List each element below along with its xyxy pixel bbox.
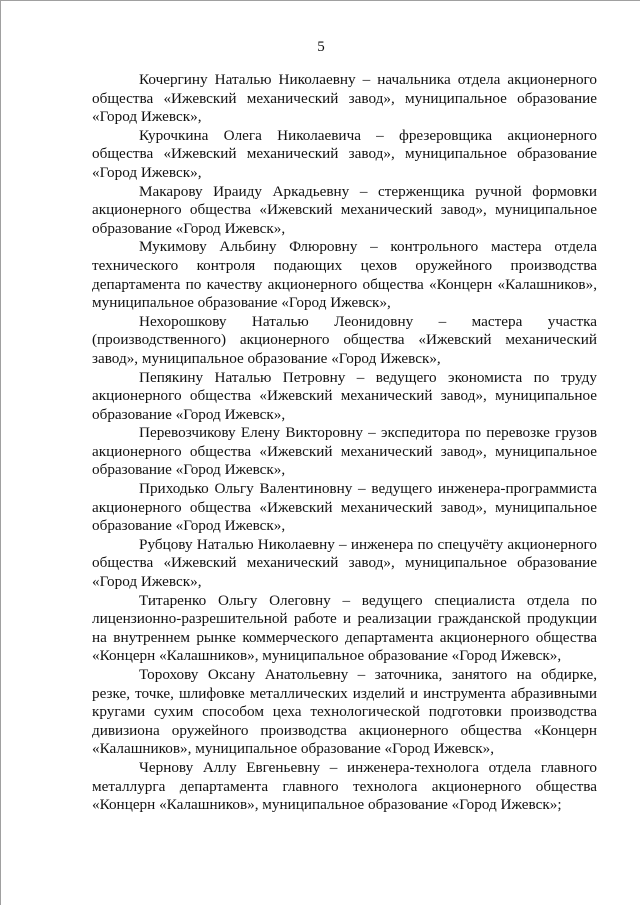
paragraph-chernova: Чернову Аллу Евгеньевну – инженера-технолога отдела главного металлурга департамента главного технолога акционерного общества «Концерн «Калашников», муниципальное образование «Город Ижевск»; bbox=[92, 758, 597, 814]
paragraph-kochergina: Кочергину Наталью Николаевну – начальника отдела акционерного общества «Ижевский механический завод», муниципальное образование «Город Ижевск», bbox=[92, 71, 597, 126]
paragraph-mukimova: Мукимову Альбину Флюровну – контрольного мастера отдела технического контроля подающих цехов оружейного производства департамента по качеству акционерного общества «Концерн «Калашников», муниципальное образование «Город Ижевск», bbox=[92, 238, 597, 312]
document-body bbox=[92, 71, 597, 815]
page-number: 5 bbox=[317, 39, 325, 55]
paragraph-kurochkin: Курочкина Олега Николаевича – фрезеровщика акционерного общества «Ижевский механический завод», муниципальное образование «Город Ижевск», bbox=[92, 126, 597, 181]
paragraph-titarenko: Титаренко Ольгу Олеговну – ведущего специалиста отдела по лицензионно-разрешительной работе и реализации гражданской продукции на внутреннем рынке коммерческого департамента акционерного общества «Концерн «Калашников», муниципальное образование «Город Ижевск», bbox=[92, 591, 597, 665]
paragraph-perevozchikova: Перевозчикову Елену Викторовну – экспедитора по перевозке грузов акционерного общества «Ижевский механический завод», муниципальное образование «Город Ижевск», bbox=[92, 424, 597, 479]
paragraph-makarova: Макарову Ираиду Аркадьевну – стерженщика ручной формовки акционерного общества «Ижевский механический завод», муниципальное образование «Город Ижевск», bbox=[92, 182, 597, 237]
paragraph-prikhodko: Приходько Ольгу Валентиновну – ведущего инженера-программиста акционерного общества «Ижевский механический завод», муниципальное образование «Город Ижевск», bbox=[92, 480, 597, 535]
paragraph-nekhoroshkova: Нехорошкову Наталью Леонидовну – мастера участка (производственного) акционерного общества «Ижевский механический завод», муниципальное образование «Город Ижевск», bbox=[92, 312, 597, 367]
paragraph-pepyakina: Пепякину Наталью Петровну – ведущего экономиста по труду акционерного общества «Ижевский механический завод», муниципальное образование «Город Ижевск», bbox=[92, 368, 597, 423]
paragraph-rubtsova: Рубцову Наталью Николаевну – инженера по спецучёту акционерного общества «Ижевский механический завод», муниципальное образование «Город Ижевск», bbox=[92, 535, 597, 591]
paragraph-torokhova: Торохову Оксану Анатольевну – заточника, занятого на обдирке, резке, точке, шлифовке металлических изделий и инструмента абразивными кругами сухим способом цеха технологической подготовки производства дивизиона оружейного производства акционерного общества «Концерн «Калашников», муниципальное образование «Город Ижевск», bbox=[92, 666, 597, 758]
